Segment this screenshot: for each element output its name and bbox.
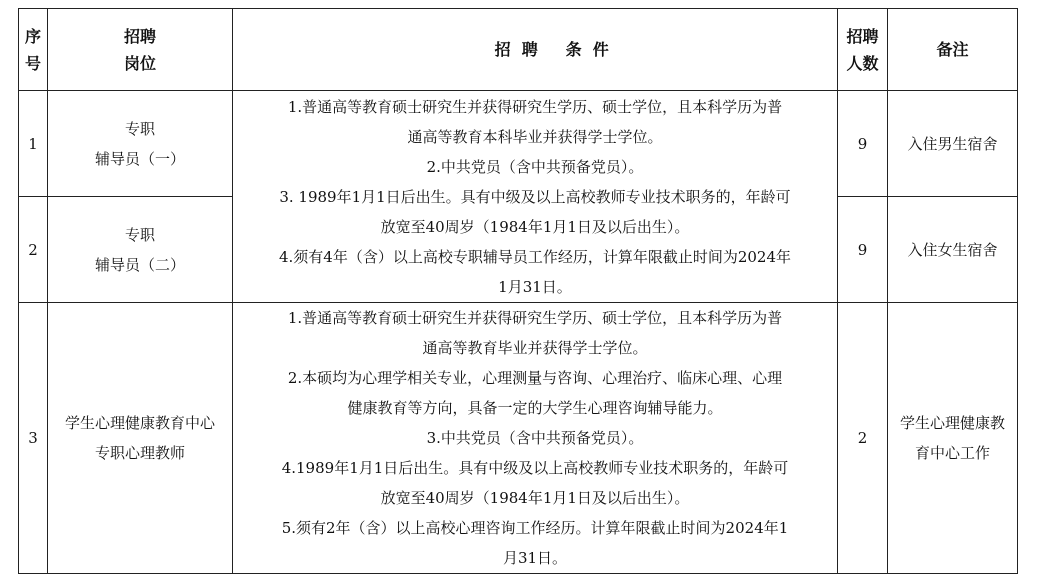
header-no-line-2: 号 bbox=[24, 53, 41, 73]
header-count-line-1: 招聘 bbox=[846, 26, 879, 46]
row-remark bbox=[888, 91, 1018, 197]
header-post bbox=[48, 9, 233, 91]
post-line-1: 专职 bbox=[124, 225, 155, 244]
row-no: 1 bbox=[19, 91, 48, 197]
header-count bbox=[838, 9, 888, 91]
row-no: 2 bbox=[19, 197, 48, 303]
condition-line: 通高等教育毕业并获得学士学位。 bbox=[422, 339, 648, 357]
row3-conditions-cell bbox=[233, 303, 838, 574]
post-line-1: 学生心理健康教育中心 bbox=[64, 414, 215, 432]
row-remark bbox=[888, 197, 1018, 303]
header-post-line-2: 岗位 bbox=[123, 53, 156, 73]
condition-line: 2.中共党员（含中共预备党员）。 bbox=[426, 157, 644, 176]
remark-line-1: 入住女生宿舍 bbox=[907, 240, 998, 259]
condition-line: 2.本硕均为心理学相关专业，心理测量与咨询、心理治疗、临床心理、心理 bbox=[287, 369, 783, 387]
condition-line: 健康教育等方向，具备一定的大学生心理咨询辅导能力。 bbox=[347, 399, 723, 417]
condition-line: 3.中共党员（含中共预备党员）。 bbox=[426, 429, 644, 447]
row-count: 9 bbox=[838, 91, 888, 197]
row-count: 9 bbox=[838, 197, 888, 303]
condition-line: 放宽至40周岁（1984年1月1日及以后出生）。 bbox=[380, 489, 690, 507]
shared-conditions-cell bbox=[233, 91, 838, 303]
header-conditions-label: 招 聘 条 件 bbox=[494, 40, 609, 59]
header-remark bbox=[888, 9, 1018, 91]
table-row bbox=[19, 91, 1018, 197]
condition-line: 1月31日。 bbox=[498, 277, 572, 296]
remark-line-2: 育中心工作 bbox=[914, 444, 990, 462]
row-post bbox=[48, 303, 233, 574]
row-remark bbox=[888, 303, 1018, 574]
row-no: 3 bbox=[19, 303, 48, 574]
condition-line: 月31日。 bbox=[502, 549, 568, 567]
condition-line: 放宽至40周岁（1984年1月1日及以后出生）。 bbox=[380, 217, 690, 236]
table-header-row bbox=[19, 9, 1018, 91]
post-line-2: 辅导员（一） bbox=[94, 149, 185, 168]
header-conditions bbox=[233, 9, 838, 91]
condition-line: 1.普通高等教育硕士研究生并获得研究生学历、硕士学位，且本科学历为普 bbox=[287, 309, 783, 327]
header-post-line-1: 招聘 bbox=[123, 26, 156, 46]
header-count-line-2: 人数 bbox=[846, 53, 879, 73]
condition-line: 3. 1989年1月1日后出生。具有中级及以上高校教师专业技术职务的，年龄可 bbox=[279, 187, 791, 206]
remark-line-1: 学生心理健康教 bbox=[899, 414, 1005, 432]
condition-line: 5.须有2年（含）以上高校心理咨询工作经历。计算年限截止时间为2024年1 bbox=[281, 519, 789, 537]
header-no-line-1: 序 bbox=[24, 26, 41, 46]
post-line-2: 辅导员（二） bbox=[94, 255, 185, 274]
condition-line: 1.普通高等教育硕士研究生并获得研究生学历、硕士学位，且本科学历为普 bbox=[287, 97, 783, 116]
post-line-2: 专职心理教师 bbox=[94, 444, 185, 462]
row-count: 2 bbox=[838, 303, 888, 574]
remark-line-1: 入住男生宿舍 bbox=[907, 134, 998, 153]
header-no bbox=[19, 9, 48, 91]
row-post bbox=[48, 197, 233, 303]
header-remark-label: 备注 bbox=[936, 40, 969, 59]
recruitment-table bbox=[18, 8, 1018, 574]
condition-line: 通高等教育本科毕业并获得学士学位。 bbox=[407, 127, 663, 146]
row-post bbox=[48, 91, 233, 197]
table-row bbox=[19, 303, 1018, 574]
post-line-1: 专职 bbox=[124, 119, 155, 138]
condition-line: 4.1989年1月1日后出生。具有中级及以上高校教师专业技术职务的，年龄可 bbox=[281, 459, 789, 477]
condition-line: 4.须有4年（含）以上高校专职辅导员工作经历，计算年限截止时间为2024年 bbox=[278, 247, 792, 266]
